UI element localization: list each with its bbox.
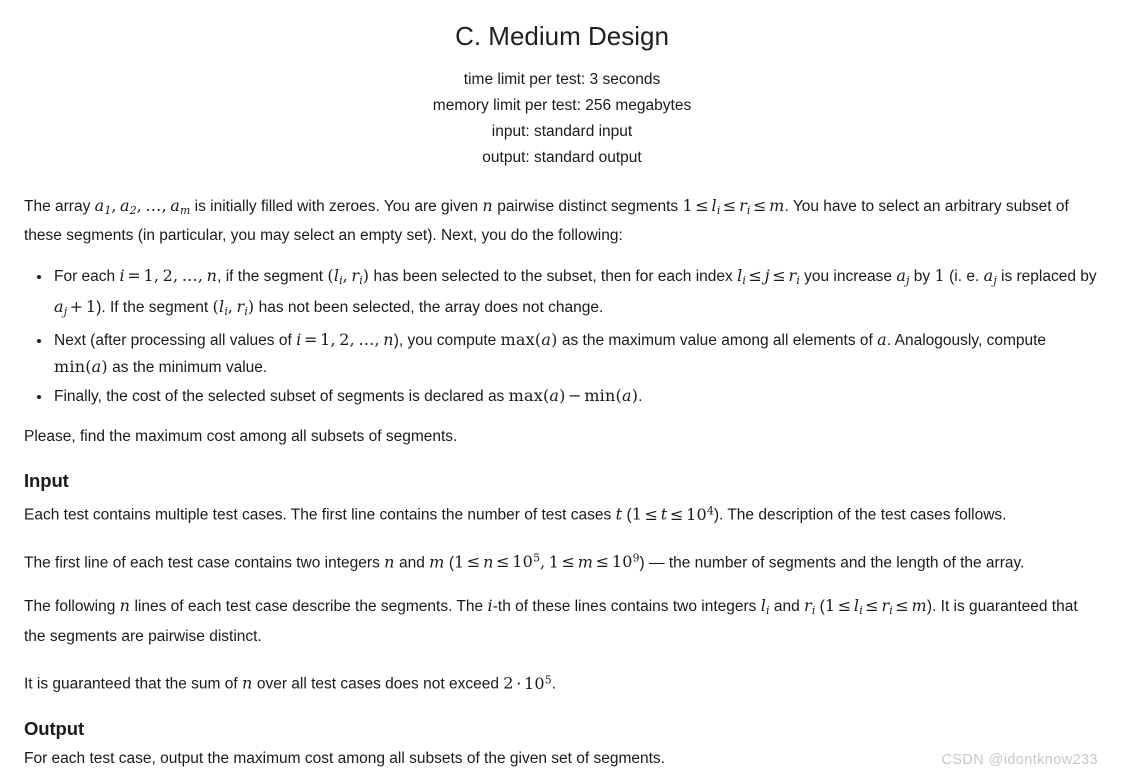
math-n: n [482,195,493,215]
bullet1-text-5: by [909,268,935,286]
memory-limit: memory limit per test: 256 megabytes [432,96,692,114]
input-p3-text-d: and [769,598,805,616]
bullet1-text-7: is replaced by [996,268,1097,286]
input-paragraph-1 [24,498,1100,529]
math-a-j-plus-one: $a_j + 1$ [54,297,97,318]
math-a-j-1: $a_j$ [896,266,910,288]
math-sum-bound: $2 \cdot 10^5$ [503,673,552,693]
input-p3-text-b: lines of each test case describe the segments. The [130,598,488,616]
math-n-2: n [384,552,395,572]
problem-limits [24,67,1100,171]
output-section-heading: Output [24,717,85,739]
input-p4-text-c: . [551,675,557,693]
math-i-sequence: i = 1, 2, …, n [119,266,218,286]
math-min-a-1: min(a) [54,356,108,376]
input-p3-text-c: -th of these lines contains two integers [492,598,761,616]
bullet2-text-5: as the minimum value. [107,358,268,376]
time-limit: time limit per test: 3 seconds [463,70,661,88]
input-p4-text-b: over all test cases does not exceed [252,675,504,693]
input-paragraph-3 [24,593,1100,650]
problem-legend [24,193,1100,772]
bullet1-text-8: ). If the segment [96,299,213,317]
math-n-3: n [119,596,131,616]
input-paragraph-2 [24,546,1100,577]
list-item [52,383,1100,410]
input-section-heading: Input [24,469,69,491]
bullet1-text-2: , if the segment [217,268,328,286]
math-t-range: $1 \le t \le 10^4$ [631,503,714,524]
bullet2-text-3: as the maximum value among all elements of [557,331,878,349]
math-r-i: $r_i$ [804,596,816,618]
output-spec: output: standard output [482,148,642,166]
legend-intro-text-1: The array [24,197,95,215]
bullet1-text-6: (i. e. [944,268,984,286]
math-array-a: $a_1$, $a_2$, …, $a_m$ [94,195,191,217]
input-p3-text-a: The following [24,598,120,616]
bullet3-text-1: Finally, the cost of the selected subset of segments is declared as [54,387,509,405]
bullet1-text-3: has been selected to the subset, then for each index [369,268,738,286]
bullet2-text-1: Next (after processing all values of [54,331,297,349]
legend-intro-text-2: is initially filled with zeroes. You are given [190,197,483,215]
math-one: 1 [934,266,945,286]
input-p2-text-d: ) — the number of segments and the length of the array. [639,554,1025,572]
legend-steps-list [24,263,1100,410]
output-paragraph-1: For each test case, output the maximum cost among all subsets of the given set of segments. [24,749,665,767]
csdn-watermark: CSDN @idontknow233 [941,752,1098,768]
input-p2-text-c: ( [444,554,454,572]
input-paragraph-4 [24,667,1100,698]
math-cost-formula: max(a) − min(a) [508,385,639,405]
math-segment-range: $1 \le l_i \le r_i \le m$ [682,195,785,217]
math-t: t [615,504,623,524]
page-title: C. Medium Design [455,21,669,51]
input-p1-text-b: ( [622,506,632,524]
input-spec: input: standard input [491,122,633,140]
math-max-a-1: max(a) [500,329,558,349]
bullet2-text-4: . Analogously, compute [886,331,1047,349]
legend-intro-paragraph [24,193,1100,250]
bullet3-text-2: . [638,387,643,405]
math-a: a [877,329,887,349]
list-item [52,263,1100,325]
legend-closing-paragraph: Please, find the maximum cost among all subsets of segments. [24,427,458,445]
math-i: i [487,596,493,616]
math-a-j-2: $a_j$ [983,266,997,288]
legend-intro-text-3: pairwise distinct segments [492,197,683,215]
math-l-i: $l_i$ [760,596,770,618]
math-n-4: n [242,673,253,693]
input-p1-text-a: Each test contains multiple test cases. The first line contains the number of test cases [24,506,616,524]
math-n-m-range: $1 \le n \le 10^5$, $1 \le m \le 10^9$ [453,551,640,572]
input-p1-text-c: ). The description of the test cases follows. [713,506,1007,524]
input-p2-text-b: and [394,554,430,572]
input-p4-text-a: It is guaranteed that the sum of [24,675,242,693]
bullet2-text-2: ), you compute [393,331,501,349]
math-index-range: $l_i \le j \le r_i$ [737,266,800,288]
bullet1-text-1: For each [54,268,120,286]
input-p3-text-f: ). It is guaranteed that the segments are pairwise distinct. [24,598,1078,646]
input-p3-text-e: ( [815,598,825,616]
math-segment-pair-2: ($l_i$, $r_i$) [212,297,255,318]
bullet1-text-9: has not been selected, the array does not change. [254,299,604,317]
bullet1-text-4: you increase [799,268,897,286]
math-i-sequence-2: i = 1, 2, …, n [296,329,394,349]
math-l-r-m-range: $1 \le l_i \le r_i \le m$ [824,596,927,618]
list-item [52,327,1100,381]
math-m: m [429,552,445,572]
math-segment-pair-1: ($l_i$, $r_i$) [327,266,370,288]
legend-intro-text-4: . You have to select an arbitrary subset of these segments (in particular, you may select an empty set). Next, you do the following: [24,197,1069,245]
input-p2-text-a: The first line of each test case contains two integers [24,554,385,572]
